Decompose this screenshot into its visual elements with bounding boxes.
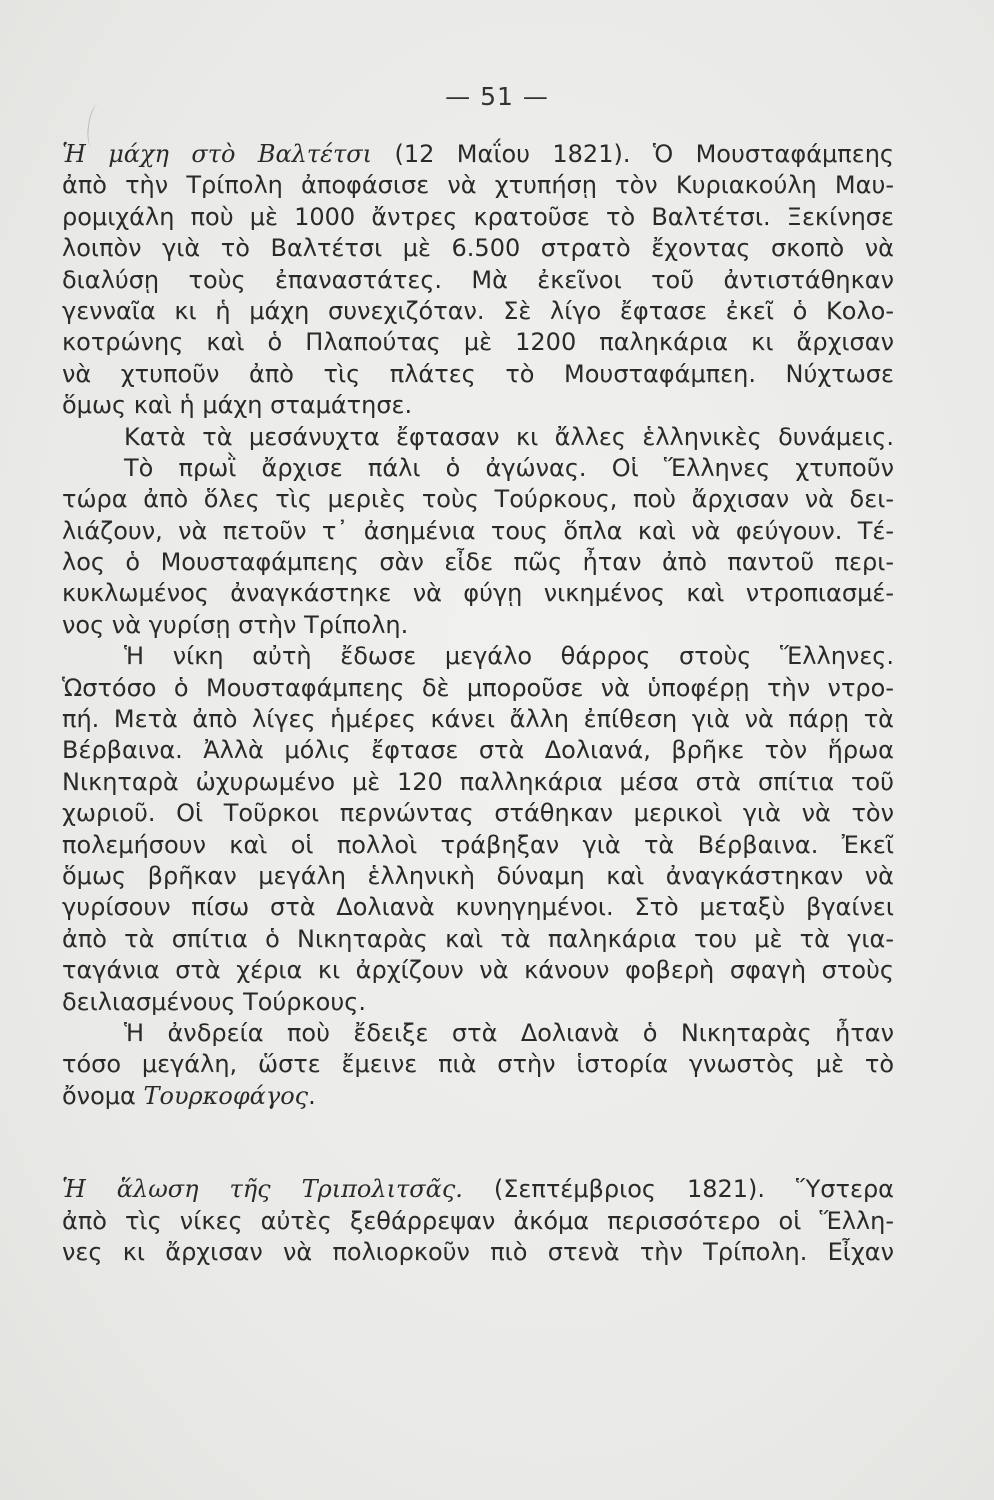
text-line	[62, 390, 894, 421]
text-line	[62, 830, 894, 861]
line-text: Βέρβαινα. Ἀλλὰ μόλις ἔφτασε στὰ Δολιανά, βρῆκε τὸν ἥρωα	[62, 736, 894, 765]
text-line	[62, 673, 894, 704]
text-line	[62, 327, 894, 358]
line-text: Ἡ ἀνδρεία ποὺ ἔδειξε στὰ Δολιανὰ ὁ Νικηταρὰς ἦταν	[124, 1018, 894, 1047]
line-text: ἀπὸ τὰ σπίτια ὁ Νικηταρὰς καὶ τὰ παληκάρια του μὲ τὰ για-	[62, 924, 894, 953]
text-line	[62, 1081, 894, 1112]
text-line	[62, 892, 894, 923]
text-line	[62, 610, 894, 641]
line-text: ὅμως καὶ ἡ μάχη σταμάτησε.	[62, 391, 413, 420]
page-number: — 51 —	[445, 82, 549, 111]
line-text: νες κι ἄρχισαν νὰ πολιορκοῦν πιὸ στενὰ τὴν Τρίπολη. Εἶχαν	[62, 1237, 894, 1266]
text-line	[62, 1206, 894, 1237]
line-text: (12 Μαΐου 1821). Ὁ Μουσταφάμπεης	[372, 140, 894, 168]
line-tail: .	[308, 1081, 316, 1110]
line-text: λιάζουν, νὰ πετοῦν τ᾽ ἀσημένια τους ὅπλα καὶ νὰ φεύγουν. Τέ-	[62, 516, 894, 545]
line-text: ἀπὸ τὴν Τρίπολη ἀποφάσισε νὰ χτυπήσῃ τὸν Κυριακούλη Μαυ-	[62, 171, 894, 200]
text-line	[62, 767, 894, 798]
text-line	[62, 484, 894, 515]
line-text: δειλιασμένους Τούρκους.	[62, 987, 366, 1016]
section-heading: Ἡ μάχη στὸ Βαλτέτσι	[62, 140, 373, 168]
line-text: κυκλωμένος ἀναγκάστηκε νὰ φύγῃ νικημένος καὶ ντροπιασμέ-	[62, 579, 894, 608]
text-line	[62, 359, 894, 390]
line-text: Ἡ νίκη αὐτὴ ἔδωσε μεγάλο θάρρος στοὺς Ἕλληνες.	[124, 642, 894, 671]
text-line	[62, 202, 894, 233]
line-text: κοτρώνης καὶ ὁ Πλαπούτας μὲ 1200 παληκάρια κι ἄρχισαν	[62, 328, 894, 357]
line-text: διαλύσῃ τοὺς ἐπαναστάτες. Μὰ ἐκεῖνοι τοῦ ἀντιστάθηκαν	[62, 265, 894, 294]
line-text: Τὸ πρωῒ ἄρχισε πάλι ὁ ἀγώνας. Οἱ Ἕλληνες χτυποῦν	[124, 453, 894, 482]
text-line	[62, 547, 894, 578]
line-text: γυρίσουν πίσω στὰ Δολιανὰ κυνηγημένοι. Στὸ μεταξὺ βγαίνει	[62, 893, 894, 922]
text-line	[62, 233, 894, 264]
line-text: (Σεπτέμβριος 1821). Ὕστερα	[462, 1175, 894, 1204]
text-line	[62, 1174, 894, 1205]
line-text: τόσο μεγάλη, ὥστε ἔμεινε πιὰ στὴν ἱστορία γνωστὸς μὲ τὸ	[62, 1050, 894, 1079]
line-text: ὄνομα	[62, 1081, 144, 1110]
line-text: ἀπὸ τὶς νίκες αὐτὲς ξεθάρρεψαν ἀκόμα περισσότερο οἱ Ἕλλη-	[62, 1206, 894, 1235]
line-text: νὰ χτυποῦν ἀπὸ τὶς πλάτες τὸ Μουσταφάμπεη. Νύχτωσε	[62, 359, 894, 388]
line-text: λος ὁ Μουσταφάμπεης σὰν εἶδε πῶς ἦταν ἀπὸ παντοῦ περι-	[62, 548, 894, 577]
text-line	[62, 422, 894, 453]
line-text: ταγάνια στὰ χέρια κι ἀρχίζουν νὰ κάνουν φοβερὴ σφαγὴ στοὺς	[62, 956, 894, 985]
text-line	[62, 987, 894, 1018]
text-line	[62, 453, 894, 484]
text-line	[62, 265, 894, 296]
text-line	[62, 641, 894, 672]
section-heading: Ἡ ἅλωση τῆς Τριπολιτσᾶς.	[62, 1175, 463, 1204]
line-text: πή. Μετὰ ἀπὸ λίγες ἡμέρες κάνει ἄλλη ἐπίθεση γιὰ νὰ πάρῃ τὰ	[62, 705, 894, 734]
line-text: πολεμήσουν καὶ οἱ πολλοὶ τράβηξαν γιὰ τὰ Βέρβαινα. Ἐκεῖ	[62, 830, 894, 859]
text-line	[62, 578, 894, 609]
italic-name: Τουρκοφάγος	[143, 1081, 309, 1110]
line-text: τώρα ἀπὸ ὅλες τὶς μεριὲς τοὺς Τούρκους, ποὺ ἄρχισαν νὰ δει-	[62, 485, 894, 514]
text-line	[62, 735, 894, 766]
section	[62, 1174, 894, 1268]
section	[62, 139, 894, 1112]
text-line	[62, 861, 894, 892]
text-line	[62, 1237, 894, 1268]
line-text: ρομιχάλη ποὺ μὲ 1000 ἄντρες κρατοῦσε τὸ Βαλτέτσι. Ξεκίνησε	[62, 202, 894, 231]
text-line	[62, 516, 894, 547]
text-line	[62, 296, 894, 327]
line-text: Κατὰ τὰ μεσάνυχτα ἔφτασαν κι ἄλλες ἑλληνικὲς δυνάμεις.	[124, 422, 894, 451]
line-text: ὅμως βρῆκαν μεγάλη ἑλληνικὴ δύναμη καὶ ἀναγκάστηκαν νὰ	[62, 861, 894, 890]
text-line	[62, 955, 894, 986]
line-text: Ὡστόσο ὁ Μουσταφάμπεης δὲ μποροῦσε νὰ ὑποφέρῃ τὴν ντρο-	[62, 673, 894, 702]
text-line	[62, 1049, 894, 1080]
text-line	[62, 139, 894, 170]
line-text: λοιπὸν γιὰ τὸ Βαλτέτσι μὲ 6.500 στρατὸ ἔχοντας σκοπὸ νὰ	[62, 234, 894, 263]
line-text: νος νὰ γυρίσῃ στὴν Τρίπολη.	[62, 610, 409, 639]
line-text: γενναῖα κι ἡ μάχη συνεχιζόταν. Σὲ λίγο ἔφτασε ἐκεῖ ὁ Κολο-	[62, 296, 894, 325]
section-gap	[62, 1112, 894, 1174]
line-text: Νικηταρὰ ὠχυρωμένο μὲ 120 παλληκάρια μέσα στὰ σπίτια τοῦ	[62, 767, 894, 796]
text-line	[62, 798, 894, 829]
text-line	[62, 170, 894, 201]
text-line	[62, 704, 894, 735]
text-line	[62, 924, 894, 955]
line-text: χωριοῦ. Οἱ Τοῦρκοι περνώντας στάθηκαν μερικοὶ γιὰ νὰ τὸν	[62, 799, 894, 828]
body-text	[62, 139, 894, 1268]
text-line	[62, 1018, 894, 1049]
